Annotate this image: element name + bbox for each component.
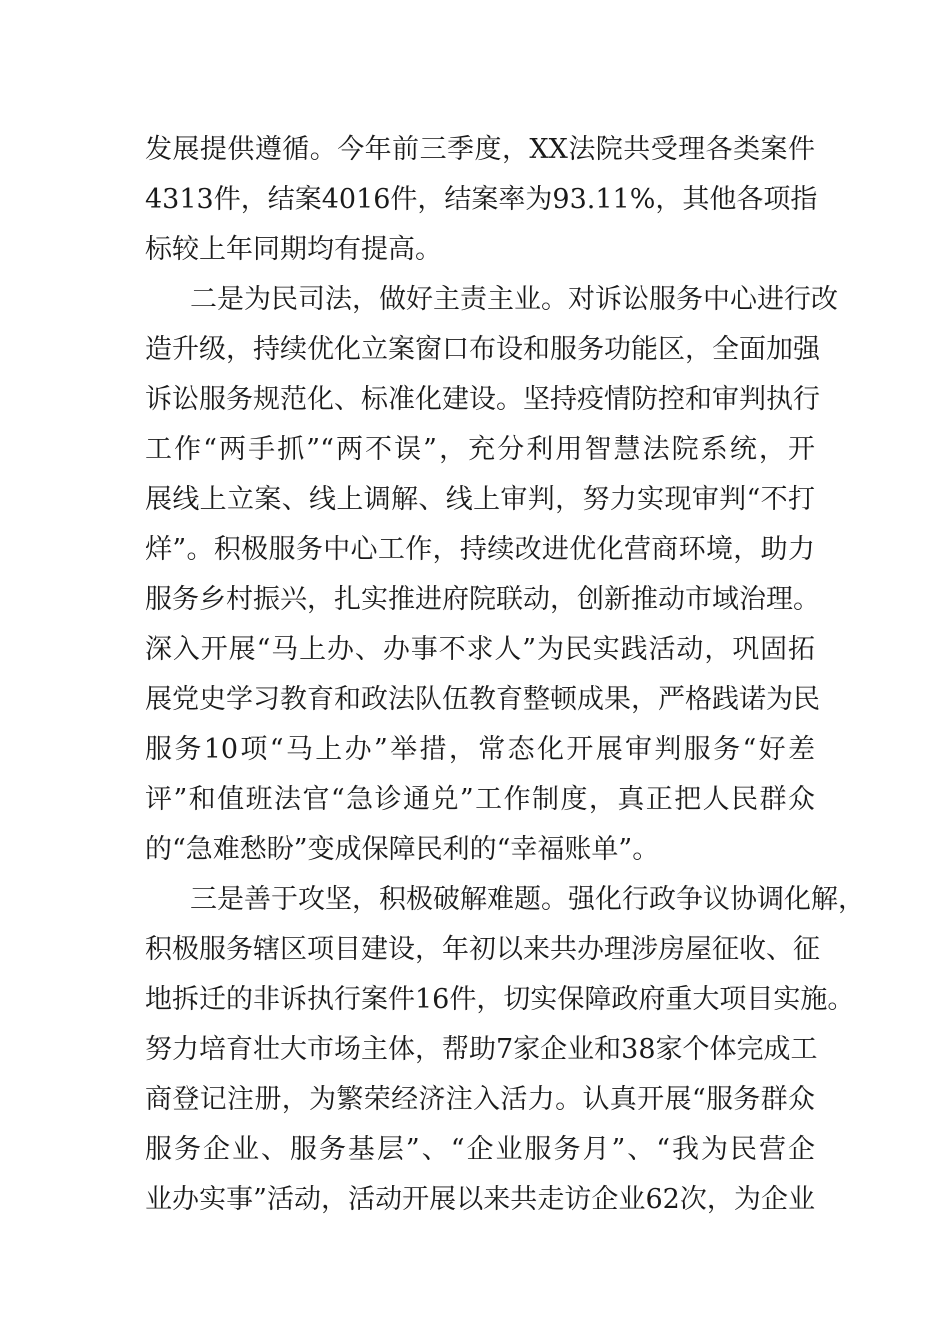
text-line-17: 积极服务辖区项目建设，年初以来共办理涉房屋征收、征 [145,934,820,965]
text-line-20: 商登记注册，为繁荣经济注入活力。认真开展“服务群众 [145,1084,815,1115]
text-line-5: 造升级，持续优化立案窗口布设和服务功能区，全面加强 [145,334,820,365]
text-line-7: 工作“两手抓”“两不误”，充分利用智慧法院系统，开 [145,434,815,465]
text-line-14: 评”和值班法官“急诊通兑”工作制度，真正把人民群众 [145,784,815,815]
text-line-3: 标较上年同期均有提高。 [145,234,442,265]
text-line-18: 地拆迁的非诉执行案件16件，切实保障政府重大项目实施。 [145,984,855,1015]
text-line-10: 服务乡村振兴，扎实推进府院联动，创新推动市域治理。 [145,584,820,615]
text-line-6: 诉讼服务规范化、标准化建设。坚持疫情防控和审判执行 [145,384,820,415]
text-line-8: 展线上立案、线上调解、线上审判，努力实现审判“不打 [145,484,815,515]
text-line-2: 4313件，结案4016件，结案率为93.11%，其他各项指 [145,184,818,215]
document-body [145,125,865,1225]
text-line-11: 深入开展“马上办、办事不求人”为民实践活动，巩固拓 [145,634,815,665]
text-line-4: 二是为民司法，做好主责主业。对诉讼服务中心进行改 [190,284,838,315]
text-line-15: 的“急难愁盼”变成保障民利的“幸福账单”。 [145,834,660,865]
text-line-12: 展党史学习教育和政法队伍教育整顿成果，严格践诺为民 [145,684,820,715]
text-line-19: 努力培育壮大市场主体，帮助7家企业和38家个体完成工 [145,1034,818,1065]
text-line-13: 服务10项“马上办”举措，常态化开展审判服务“好差 [145,734,815,765]
text-line-1: 发展提供遵循。今年前三季度，XX法院共受理各类案件 [145,134,815,165]
text-line-22: 业办实事”活动，活动开展以来共走访企业62次，为企业 [145,1184,815,1215]
text-line-9: 烊”。积极服务中心工作，持续改进优化营商环境，助力 [145,534,815,565]
text-line-21: 服务企业、服务基层”、“企业服务月”、“我为民营企 [145,1134,815,1165]
text-line-16: 三是善于攻坚，积极破解难题。强化行政争议协调化解， [190,884,865,915]
